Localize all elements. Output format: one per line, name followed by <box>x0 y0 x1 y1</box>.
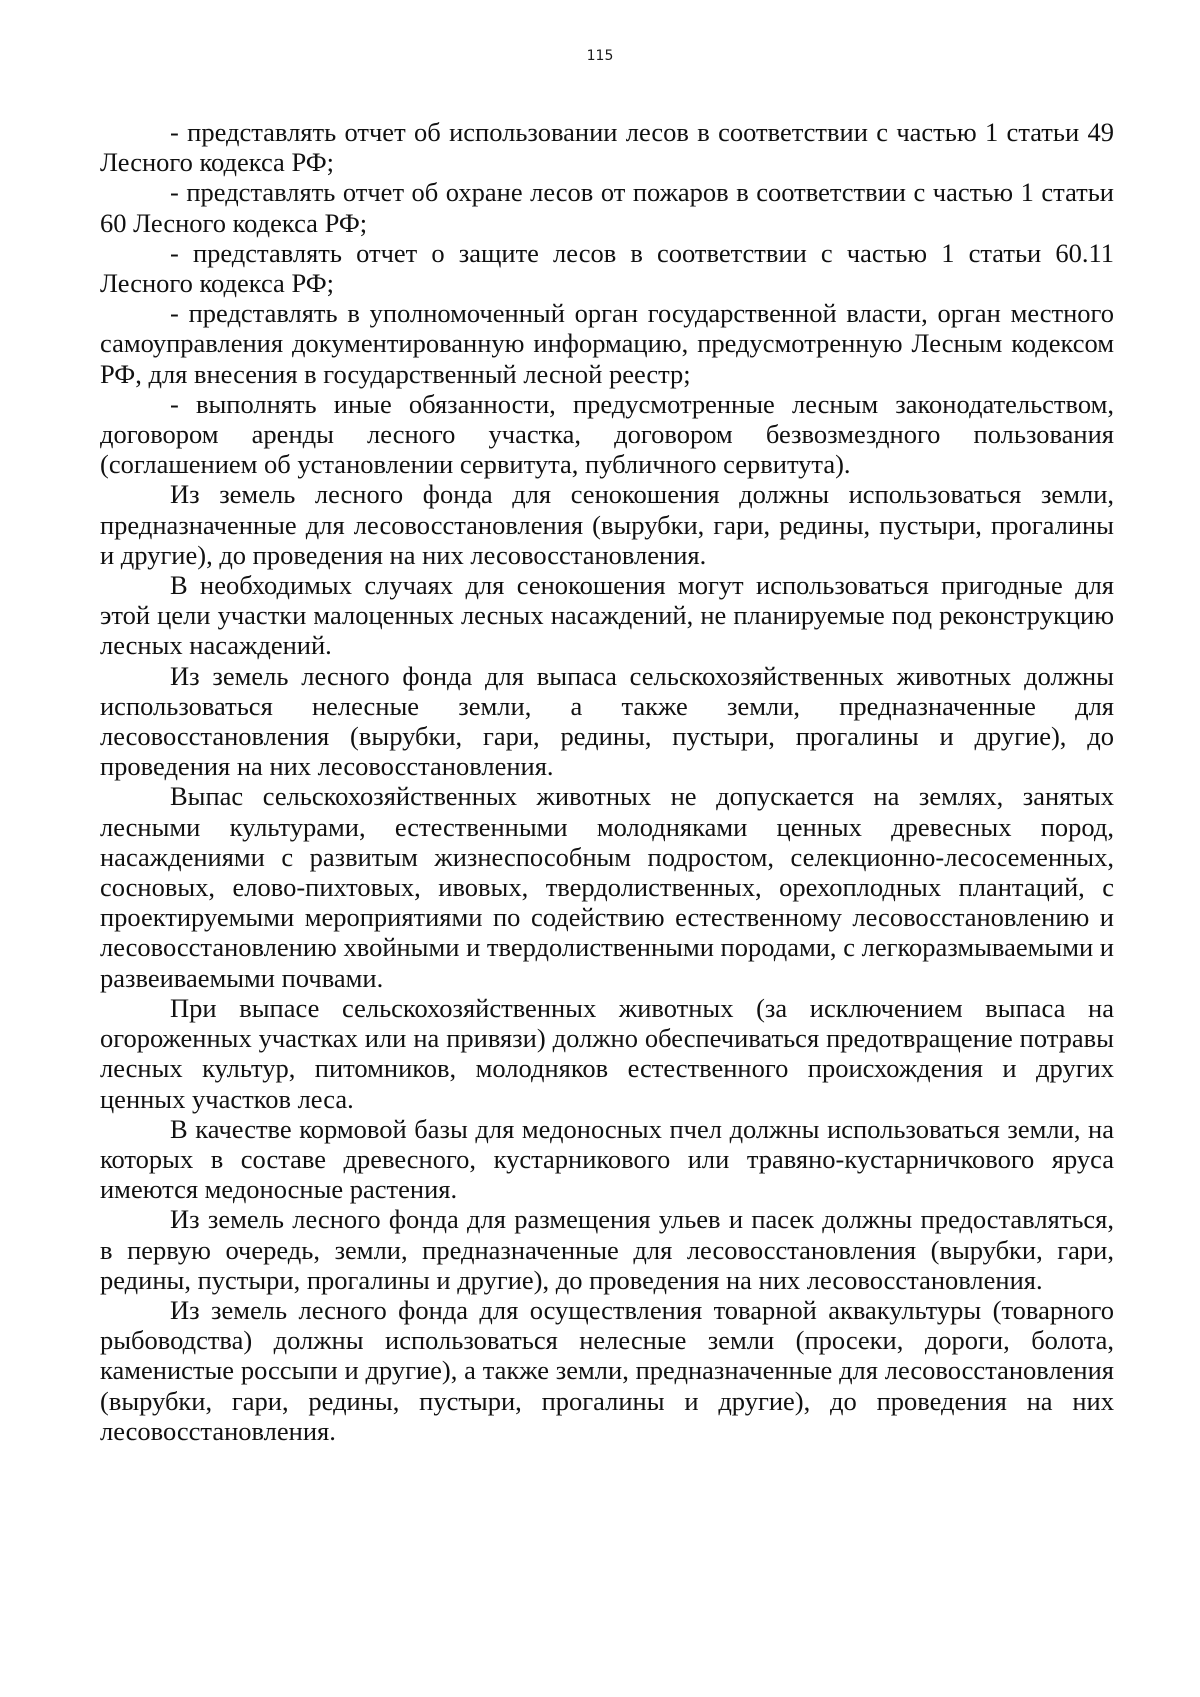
paragraph-report-fire-protection: - представлять отчет об охране лесов от пожаров в соответствии с частью 1 статьи 60 Лесного кодекса РФ; <box>100 177 1114 238</box>
paragraph-haymaking-lands: Из земель лесного фонда для сенокошения должны использоваться земли, предназначенные для лесовосстановления (вырубки, гари, редины, пустыри, прогалины и другие), до проведения на них лесовосстановления. <box>100 479 1114 570</box>
paragraph-grazing-prohibited: Выпас сельскохозяйственных животных не допускается на землях, занятых лесными культурами, естественными молодняками ценных древесных пород, насаждениями с развитым жизнеспособным подростом, селекционно-лесосеменных, сосновых, елово-пихтовых, ивовых, твердолиственных, орехоплодных плантаций, с проектируемыми мероприятиями по содействию естественному лесовосстановлению и лесовосстановлению хвойными и твердолиственными породами, с легкоразмываемыми и развеиваемыми почвами. <box>100 781 1114 993</box>
paragraph-aquaculture-lands: Из земель лесного фонда для осуществления товарной аквакультуры (товарного рыбоводства) должны использоваться нелесные земли (просеки, дороги, болота, каменистые россыпи и другие), а также земли, предназначенные для лесовосстановления (вырубки, гари, редины, пустыри, прогалины и другие), до проведения на них лесовосстановления. <box>100 1294 1114 1446</box>
document-body <box>100 117 1114 1446</box>
paragraph-honey-bee-forage: В качестве кормовой базы для медоносных пчел должны использоваться земли, на которых в составе древесного, кустарникового или травяно-кустарничкового яруса имеются медоносные растения. <box>100 1113 1114 1205</box>
paragraph-grazing-damage-prevention: При выпасе сельскохозяйственных животных (за исключением выпаса на огороженных участках или на привязи) должно обеспечиваться предотвращение потравы лесных культур, питомников, молодняков естественного происхождения и других ценных участков леса. <box>100 992 1114 1114</box>
paragraph-other-obligations: - выполнять иные обязанности, предусмотренные лесным законодательством, договором аренды лесного участка, договором безвозмездного пользования (соглашением об установлении сервитута, публичного сервитута). <box>100 388 1114 480</box>
paragraph-grazing-lands: Из земель лесного фонда для выпаса сельскохозяйственных животных должны использоваться нелесные земли, а также земли, предназначенные для лесовосстановления (вырубки, гари, редины, пустыри, прогалины и другие), до проведения на них лесовосстановления. <box>100 660 1114 782</box>
paragraph-forest-registry-info: - представлять в уполномоченный орган государственной власти, орган местного самоуправления документированную информацию, предусмотренную Лесным кодексом РФ, для внесения в государственный лесной реестр; <box>100 298 1114 389</box>
paragraph-apiary-placement: Из земель лесного фонда для размещения ульев и пасек должны предоставляться, в первую очередь, земли, предназначенные для лесовосстановления (вырубки, гари, редины, пустыри, прогалины и другие), до проведения на них лесовосстановления. <box>100 1204 1114 1295</box>
page-number: 115 <box>586 48 614 64</box>
paragraph-haymaking-low-value-stands: В необходимых случаях для сенокошения могут использоваться пригодные для этой цели участки малоценных лесных насаждений, не планируемые под реконструкцию лесных насаждений. <box>100 570 1114 661</box>
paragraph-report-forest-protection: - представлять отчет о защите лесов в соответствии с частью 1 статьи 60.11 Лесного кодекса РФ; <box>100 237 1114 299</box>
paragraph-report-forest-use: - представлять отчет об использовании лесов в соответствии с частью 1 статьи 49 Лесного кодекса РФ; <box>100 117 1114 178</box>
